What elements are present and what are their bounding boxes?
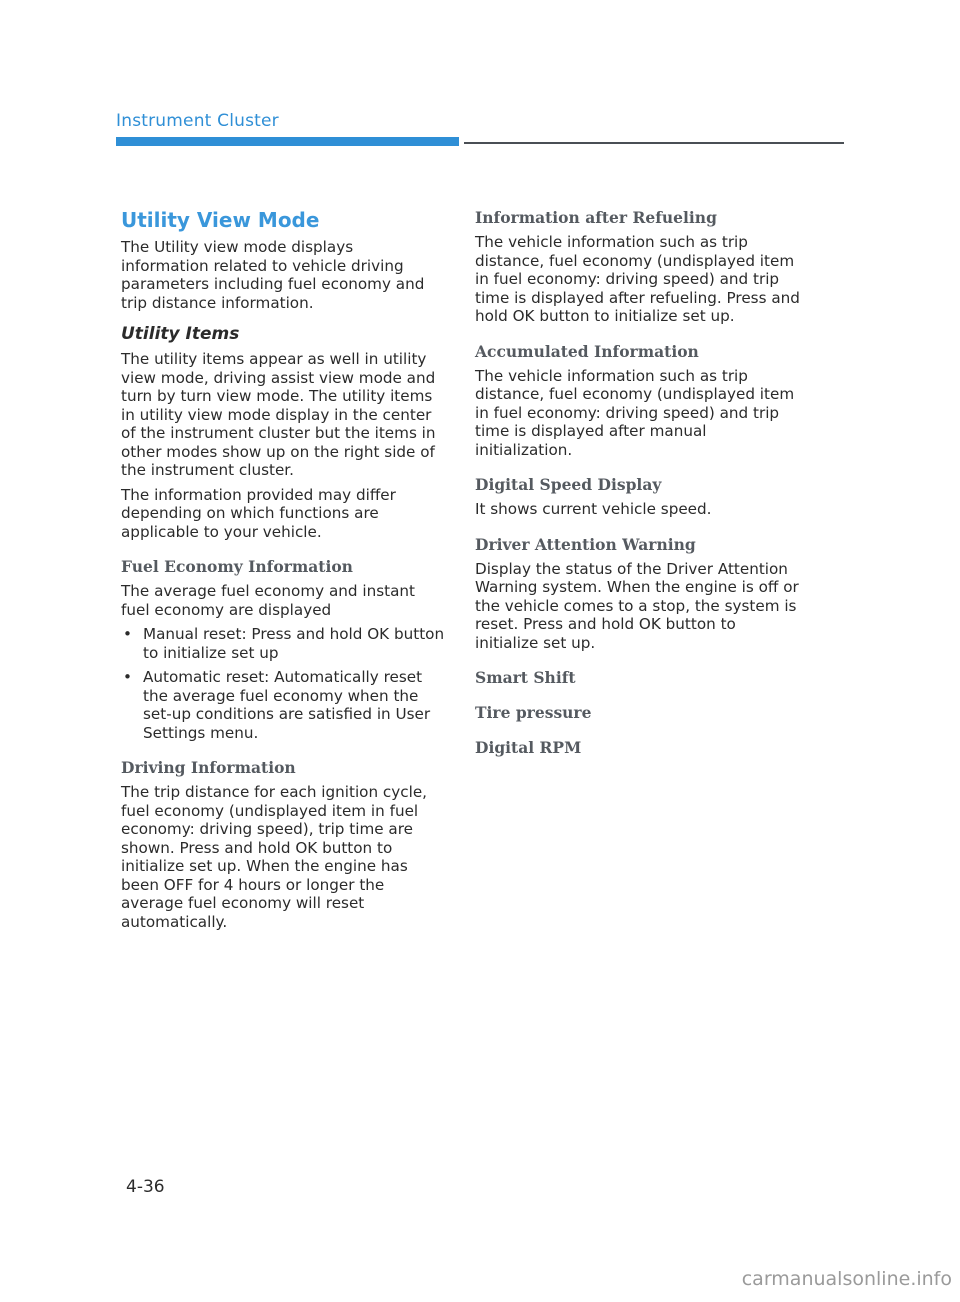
right-column	[475, 208, 803, 763]
smart-shift-heading: Smart Shift	[475, 668, 576, 687]
bullet-icon: •	[123, 625, 132, 643]
section-intro: The Utility view mode displays information related to vehicle driving parameters including fuel economy and trip distance information.	[121, 238, 425, 312]
chapter-title: Instrument Cluster	[116, 111, 279, 131]
accumulated-body: The vehicle information such as trip distance, fuel economy (undisplayed item in fuel economy: driving speed) and trip time is displayed after manual initialization.	[475, 366, 795, 459]
list-item	[121, 625, 445, 662]
refueling-heading: Information after Refueling	[475, 208, 717, 227]
utility-items-paragraph-2: The information provided may differ depending on which functions are applicable to your vehicle.	[121, 485, 396, 541]
page-number: 4-36	[126, 1177, 165, 1197]
tire-pressure-heading: Tire pressure	[475, 703, 592, 722]
bullet-text: Manual reset: Press and hold OK button to initialize set up	[143, 625, 445, 662]
driving-info-heading: Driving Information	[121, 758, 296, 777]
driver-attention-body: Display the status of the Driver Attention Warning system. When the engine is off or the vehicle comes to a stop, the system is reset. Press and hold OK button to initialize set up.	[475, 559, 799, 652]
digital-speed-body: It shows current vehicle speed.	[475, 500, 712, 518]
bullet-text: Automatic reset: Automatically reset the average fuel economy when the set-up conditions are satisfied in User Settings menu.	[143, 668, 431, 742]
digital-speed-heading: Digital Speed Display	[475, 475, 662, 494]
section-title: Utility View Mode	[121, 208, 320, 232]
left-column	[121, 208, 445, 937]
subsection-title: Utility Items	[121, 324, 240, 344]
bullet-icon: •	[123, 668, 132, 686]
header-divider-rule	[464, 142, 844, 144]
utility-items-paragraph-1: The utility items appear as well in utility view mode, driving assist view mode and turn by turn view mode. The utility items in utility view mode display in the center of the instrument cluster but the items in other modes show up on the right side of the instrument cluster.	[121, 350, 436, 479]
fuel-economy-body: The average fuel economy and instant fuel economy are displayed	[121, 582, 415, 619]
list-item	[121, 668, 445, 742]
header-accent-rule	[116, 137, 459, 146]
refueling-body: The vehicle information such as trip distance, fuel economy (undisplayed item in fuel economy: driving speed) and trip time is displayed after refueling. Press and hold OK button to initialize set up.	[475, 233, 800, 325]
driving-info-body: The trip distance for each ignition cycle, fuel economy (undisplayed item in fuel economy: driving speed), trip time are shown. Press and hold OK button to initialize set up. When the engine has been OFF for 4 hours or longer the average fuel economy will reset automatically.	[121, 783, 428, 931]
digital-rpm-heading: Digital RPM	[475, 738, 582, 757]
accumulated-heading: Accumulated Information	[475, 341, 699, 361]
fuel-economy-bullet-list	[121, 625, 445, 742]
fuel-economy-heading: Fuel Economy Information	[121, 557, 353, 576]
watermark: carmanualsonline.info	[741, 1268, 952, 1290]
driver-attention-heading: Driver Attention Warning	[475, 534, 696, 554]
